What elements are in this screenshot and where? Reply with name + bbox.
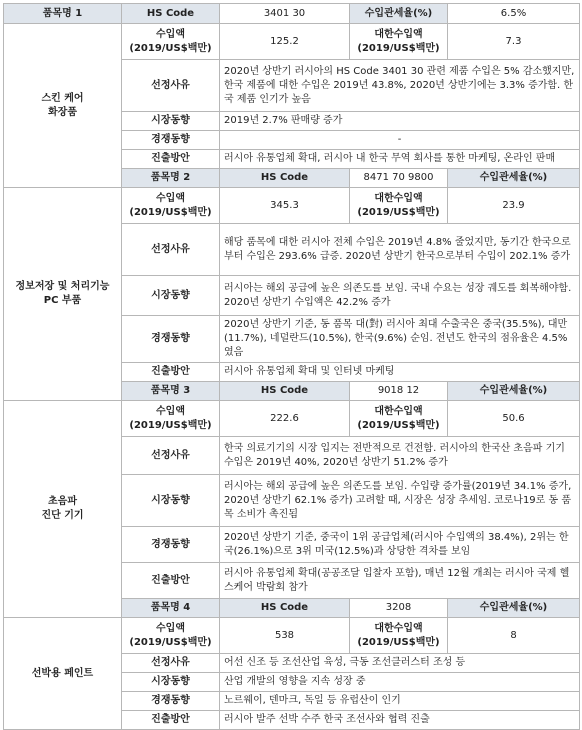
- item-1-market: 2019년 2.7% 판매량 증가: [220, 112, 580, 131]
- hs-code-label: HS Code: [220, 169, 350, 188]
- selection-label: 선정사유: [122, 224, 220, 276]
- item-3-kr-import-amt: 50.6: [448, 401, 580, 437]
- item-2-entry: 러시아 유통업체 확대 및 인터넷 마케팅: [220, 363, 580, 382]
- kr-import-amt-label: 대한수입액 (2019/US$백만): [350, 24, 448, 60]
- item-2-market: 러시아는 해외 공급에 높은 의존도를 보임. 국내 수요는 성장 궤도를 회복해야함. 2020년 상반기 수입액은 42.2% 증가: [220, 276, 580, 316]
- market-label: 시장동향: [122, 276, 220, 316]
- entry-label: 진출방안: [122, 363, 220, 382]
- competition-label: 경쟁동향: [122, 527, 220, 563]
- competition-label: 경쟁동향: [122, 692, 220, 711]
- competition-label: 경쟁동향: [122, 131, 220, 150]
- item-2-name: 정보저장 및 처리기능 PC 부품: [4, 188, 122, 401]
- item-2-amount-row: [4, 188, 580, 224]
- item-3-market: 러시아는 해외 공급에 높은 의존도를 보임. 수입량 증가률(2019년 34.1% 증가, 2020년 상반기 62.1% 증가) 고려할 때, 시장은 성장 추세임. 코로나19로 동 품목 소비가 촉진됨: [220, 475, 580, 527]
- item-1-header: 품목명 1: [4, 4, 122, 24]
- market-label: 시장동향: [122, 475, 220, 527]
- item-1-kr-import-amt: 7.3: [448, 24, 580, 60]
- item-2-selection: 해당 품목에 대한 러시아 전체 수입은 2019년 4.8% 줄었지만, 동기간 한국으로부터 수입은 293.6% 급증. 2020년 상반기 한국으로부터 수입이 202.1% 증가: [220, 224, 580, 276]
- item-3-header: 품목명 3: [122, 382, 220, 401]
- entry-label: 진출방안: [122, 563, 220, 599]
- tariff-label: 수입관세율(%): [350, 4, 448, 24]
- import-amt-label: 수입액 (2019/US$백만): [122, 24, 220, 60]
- item-1-competition: -: [220, 131, 580, 150]
- item-3-entry: 러시아 유통업체 확대(공공조달 입찰자 포함), 매년 12월 개최는 러시아 국제 헬스케어 박람회 참가: [220, 563, 580, 599]
- item-4-import-amt: 538: [220, 618, 350, 654]
- item-2-competition: 2020년 상반기 기준, 동 품목 대(對) 러시아 최대 수출국은 중국(35.5%), 대만(11.7%), 네덜란드(10.5%), 한국(9.6%) 순임. 전년도 한국의 점유율은 4.5%였음: [220, 316, 580, 363]
- item-1-import-amt: 125.2: [220, 24, 350, 60]
- item-2-import-amt: 345.3: [220, 188, 350, 224]
- competition-label: 경쟁동향: [122, 316, 220, 363]
- item-3-import-amt: 222.6: [220, 401, 350, 437]
- item-3-selection: 한국 의료기기의 시장 입지는 전반적으로 건전함. 러시아의 한국산 초음파 기기 수입은 2019년 40%, 2020년 상반기 51.2% 증가: [220, 437, 580, 475]
- item-3-name: 초음파 진단 기기: [4, 401, 122, 618]
- entry-label: 진출방안: [122, 711, 220, 730]
- kr-import-amt-label: 대한수입액 (2019/US$백만): [350, 618, 448, 654]
- item-1-entry: 러시아 유통업체 확대, 러시아 내 한국 무역 회사를 통한 마케팅, 온라인 판매: [220, 150, 580, 169]
- item-4-market: 산업 개발의 영향을 지속 성장 중: [220, 673, 580, 692]
- kr-import-amt-label: 대한수입액 (2019/US$백만): [350, 188, 448, 224]
- market-label: 시장동향: [122, 673, 220, 692]
- tariff-label: 수입관세율(%): [448, 382, 580, 401]
- item-4-hs-code: 3208: [350, 599, 448, 618]
- item-3-hs-code: 9018 12: [350, 382, 448, 401]
- item-4-entry: 러시아 발주 선박 수주 한국 조선사와 협력 진출: [220, 711, 580, 730]
- selection-label: 선정사유: [122, 437, 220, 475]
- item-1-tariff: 6.5%: [448, 4, 580, 24]
- market-label: 시장동향: [122, 112, 220, 131]
- hs-code-label: HS Code: [122, 4, 220, 24]
- entry-label: 진출방안: [122, 150, 220, 169]
- item-2-hs-code: 8471 70 9800: [350, 169, 448, 188]
- item-4-amount-row: [4, 618, 580, 654]
- tariff-label: 수입관세율(%): [448, 169, 580, 188]
- import-amt-label: 수입액 (2019/US$백만): [122, 401, 220, 437]
- item-1-amount-row: [4, 24, 580, 60]
- hs-code-label: HS Code: [220, 382, 350, 401]
- item-3-amount-row: [4, 401, 580, 437]
- item-1-selection: 2020년 상반기 러시아의 HS Code 3401 30 관련 제품 수입은 5% 감소했지만, 한국 제품에 대한 수입은 2019년 43.8%, 2020년 상반기에는 3.3% 증가함. 한국 제품 인기가 높음: [220, 60, 580, 112]
- item-4-selection: 어선 신조 등 조선산업 육성, 극동 조선클러스터 조성 등: [220, 654, 580, 673]
- item-2-kr-import-amt: 23.9: [448, 188, 580, 224]
- import-amt-label: 수입액 (2019/US$백만): [122, 618, 220, 654]
- hs-code-label: HS Code: [220, 599, 350, 618]
- item-4-name: 선박용 페인트: [4, 618, 122, 730]
- tariff-label: 수입관세율(%): [448, 599, 580, 618]
- item-4-header: 품목명 4: [122, 599, 220, 618]
- product-table: [3, 3, 580, 730]
- item-2-header: 품목명 2: [122, 169, 220, 188]
- item-1-hs-code: 3401 30: [220, 4, 350, 24]
- kr-import-amt-label: 대한수입액 (2019/US$백만): [350, 401, 448, 437]
- item-4-kr-import-amt: 8: [448, 618, 580, 654]
- item-4-competition: 노르웨이, 덴마크, 독일 등 유럽산이 인기: [220, 692, 580, 711]
- import-amt-label: 수입액 (2019/US$백만): [122, 188, 220, 224]
- item-1-name: 스킨 케어 화장품: [4, 24, 122, 188]
- item-1-header-row: [4, 4, 580, 24]
- item-3-competition: 2020년 상반기 기준, 중국이 1위 공급업체(러시아 수입액의 38.4%), 2위는 한국(26.1%)으로 3위 미국(12.5%)과 상당한 격차를 보임: [220, 527, 580, 563]
- selection-label: 선정사유: [122, 60, 220, 112]
- selection-label: 선정사유: [122, 654, 220, 673]
